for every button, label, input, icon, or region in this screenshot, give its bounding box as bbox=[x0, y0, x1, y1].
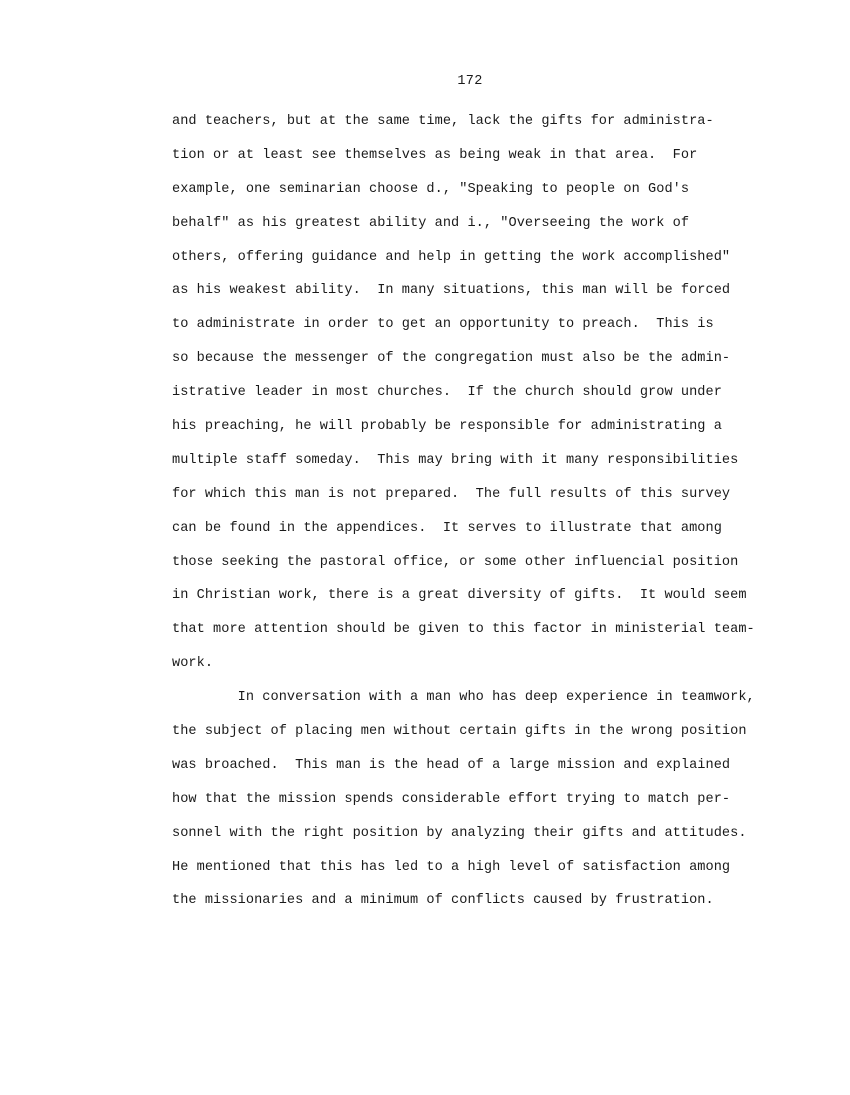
paragraph-2 bbox=[172, 688, 792, 925]
text-line: that more attention should be given to this factor in ministerial team- bbox=[172, 622, 755, 638]
text-line: the missionaries and a minimum of conflicts caused by frustration. bbox=[172, 893, 714, 909]
text-line: work. bbox=[172, 656, 214, 672]
page-number: 172 bbox=[457, 74, 483, 89]
text-line: was broached. This man is the head of a large mission and explained bbox=[172, 757, 731, 773]
text-line: in Christian work, there is a great diversity of gifts. It would seem bbox=[172, 588, 747, 604]
text-line: so because the messenger of the congregation must also be the admin- bbox=[172, 351, 731, 367]
text-line: others, offering guidance and help in getting the work accomplished" bbox=[172, 249, 731, 265]
text-line: multiple staff someday. This may bring with it many responsibilities bbox=[172, 452, 739, 468]
text-line: to administrate in order to get an opportunity to preach. This is bbox=[172, 317, 714, 333]
text-line: his preaching, he will probably be responsible for administrating a bbox=[172, 419, 722, 435]
text-line: In conversation with a man who has deep experience in teamwork, bbox=[172, 690, 755, 706]
text-line: sonnel with the right position by analyzing their gifts and attitudes. bbox=[172, 825, 747, 841]
text-line: tion or at least see themselves as being weak in that area. For bbox=[172, 147, 698, 163]
text-line: istrative leader in most churches. If the church should grow under bbox=[172, 385, 722, 401]
text-line: behalf" as his greatest ability and i., "Overseeing the work of bbox=[172, 215, 690, 231]
text-line: example, one seminarian choose d., "Speaking to people on God's bbox=[172, 181, 690, 197]
text-line: for which this man is not prepared. The full results of this survey bbox=[172, 486, 731, 502]
paragraph-1 bbox=[172, 112, 792, 688]
text-line: as his weakest ability. In many situations, this man will be forced bbox=[172, 283, 731, 299]
text-line: the subject of placing men without certain gifts in the wrong position bbox=[172, 724, 747, 740]
text-line: can be found in the appendices. It serves to illustrate that among bbox=[172, 520, 722, 536]
text-line: those seeking the pastoral office, or some other influencial position bbox=[172, 554, 739, 570]
text-line: and teachers, but at the same time, lack the gifts for administra- bbox=[172, 114, 714, 129]
text-line: He mentioned that this has led to a high level of satisfaction among bbox=[172, 859, 731, 875]
text-line: how that the mission spends considerable effort trying to match per- bbox=[172, 791, 731, 807]
body-text bbox=[172, 112, 792, 925]
